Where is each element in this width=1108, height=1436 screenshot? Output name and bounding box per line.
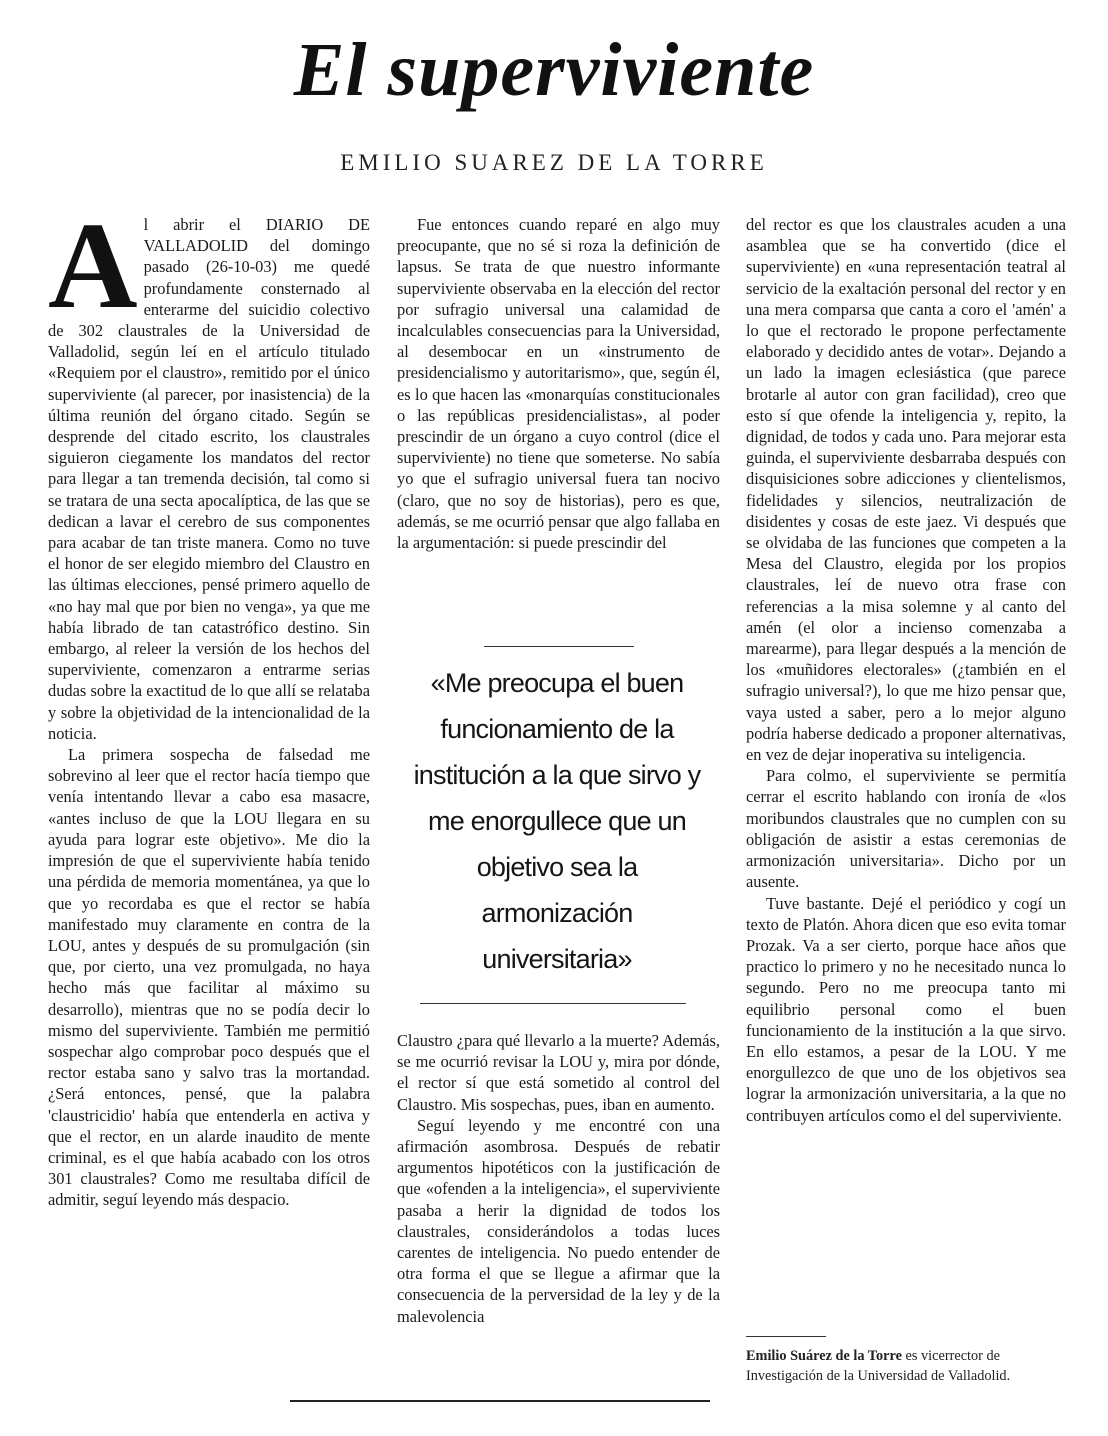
- bottom-rule: [290, 1400, 710, 1402]
- author-note: [746, 1346, 1076, 1386]
- paragraph: Seguí leyendo y me encontré con una afirmación asombrosa. Después de rebatir argumentos hipotéticos con la justificación de que «ofenden a la inteligencia», el superviviente pasaba a herir la dignidad de todos los claustrales, considerándolos a todas luces carentes de inteligencia. No puedo entender de otra forma el que se llegue a afirmar que la consecuencia de la perversidad de la ley y de la malevolencia: [397, 1115, 720, 1326]
- author-note-text: es vicerrector de Investigación de la Universidad de Valladolid.: [746, 1348, 1011, 1384]
- author-note-rule: [746, 1336, 826, 1337]
- paragraph: [48, 197, 370, 744]
- paragraph: del rector es que los claustrales acuden a una asamblea que se ha convertido (dice el superviviente) en «una representación teatral al servicio de la exaltación personal del rector y en una mera comparsa que canta a coro el 'amén' a lo que el rectorado le propone perfectamente elaborado y decidido antes de votar». Dejando a un lado la imagen eclesiástica (que parece brotarle al autor con gran facilidad), creo que esto sí que ofende la inteligencia y, repito, la dignidad, de todos y cada uno. Para mejorar esta guinda, el superviviente desbarraba después con disquisiciones sobre adicciones y clientelismos, fidelidades y silencios, neutralización de disidentes y cosas de este jaez. Vi después que se olvidaba de las funciones que competen a la Mesa del Claustro, elegida por los propios claustrales, leí de nuevo otra frase con referencias a la misa solemne y al canto del amén (el olor a incienso comenzaba a marearme), para llegar después a la mención de los «muñidores electorales» (¿también en el sufragio universal?), lo que me hizo pensar que, vaya usted a saber, pero a lo mejor alguno podría haberse dedicado a proponer alternativas, en vez de dejar inoperativa su inteligencia.: [746, 215, 1066, 765]
- pull-quote: «Me preocupa el buen funcionamiento de la institución a la que sirvo y me enorgullece que un objetivo sea la armonización universitaria»: [413, 668, 701, 974]
- column-3: [746, 214, 1066, 1126]
- paragraph: Para colmo, el superviviente se permitía cerrar el escrito hablando con ironía de «los moribundos claustrales que no cumplen con su obligación de asistir a estas ceremonias de armonización universitaria». Dicho por un ausente.: [746, 766, 1066, 892]
- pull-quote-rule-bottom: [420, 1003, 686, 1004]
- article-author: EMILIO SUAREZ DE LA TORRE: [340, 150, 768, 175]
- paragraph: Claustro ¿para qué llevarlo a la muerte? Además, se me ocurrió revisar la LOU y, mira por dónde, el rector sí que está sometido al control del Claustro. Mis sospechas, pues, iban en aumento.: [397, 1031, 720, 1114]
- pull-quote-rule-top: [484, 646, 634, 647]
- drop-cap: A: [48, 197, 138, 334]
- article-title: El superviviente: [293, 28, 815, 112]
- author-note-name: Emilio Suárez de la Torre: [746, 1348, 902, 1364]
- paragraph: Tuve bastante. Dejé el periódico y cogí un texto de Platón. Ahora dicen que eso evita tomar Prozak. Va a ser cierto, porque hace años que practico lo primero y no he necesitado nunca lo segundo. Pero no me preocupa tanto mi equilibrio personal como el buen funcionamiento de la institución a la que sirvo. En ello estamos, a pesar de la LOU. Y me enorgullezco de que uno de los objetivos sea lograr la armonización universitaria, a la que no contribuyen artículos como el del superviviente.: [746, 893, 1066, 1125]
- paragraph: La primera sospecha de falsedad me sobrevino al leer que el rector hacía tiempo que venía intentando llevar a cabo esa masacre, «antes incluso de que la LOU llegara en su ayuda para lograr este objetivo». Me dio la impresión de que el superviviente había tenido una pérdida de memoria momentánea, ya que lo que yo recordaba es que el rector se había manifestado muy claramente en contra de la LOU, antes y después de su promulgación (sin que, por cierto, una vez promulgada, no haya hecho más que facilitar al máximo su desarrollo), mientras que no se podía decir lo mismo del superviviente. También me permitió sospechar algo comprobar poco después que el rector estaba sano y salvo tras la mortandad. ¿Será entonces, pensé, que la palabra 'claustricidio' había que entenderla en activa y que el rector, en un alarde inaudito de mente criminal, es el que había acabado con los otros 301 claustrales? Como me resultaba difícil de admitir, seguí leyendo más despacio.: [48, 745, 370, 1210]
- column-2-bottom: [397, 1030, 720, 1327]
- column-2-top: [397, 214, 720, 553]
- column-1: [48, 197, 370, 1211]
- paragraph-text: l abrir el DIARIO DE VALLADOLID del domingo pasado (26-10-03) me quedé profundamente consternado al enterarme del suicidio colectivo de 302 claustrales de la Universidad de Valladolid, según leí en el artículo titulado «Requiem por el claustro», remitido por el único superviviente (al parecer, por inasistencia) de la última reunión del órgano citado. Según se desprende del citado escrito, los claustrales siguieron ciegamente los mandatos del rector para llegar a tan tremenda decisión, tal como si se tratara de una secta apocalíptica, de las que se dedican a lavar el cerebro de sus componentes para acabar de tan triste manera. Como no tuve el honor de ser elegido miembro del Claustro en las últimas elecciones, pensé primero aquello de «no hay mal que por bien no venga», ya que me había librado de tan catastrófico destino. Sin embargo, al releer la versión de los hechos del superviviente, comenzaron a entrarme serias dudas sobre la exactitud de lo que allí se relataba y sobre la objetividad de la intencionalidad de la noticia.: [48, 215, 370, 743]
- paragraph: Fue entonces cuando reparé en algo muy preocupante, que no sé si roza la definición de lapsus. Se trata de que nuestro informante superviviente observaba en la elección del rector por sufragio universal una calamidad de incalculables consecuencias para la Universidad, al desembocar en un «instrumento de presidencialismo y autoritarismo», que, según él, es lo que hacen las «monarquías constitucionales o las repúblicas presidencialistas», al poder prescindir de un órgano a cuyo control (dice el superviviente) no tiene que someterse. No sabía yo que el sufragio universal fuera tan nocivo (claro, que no soy de historias), pero es que, además, se me ocurrió pensar que algo fallaba en la argumentación: si puede prescindir del: [397, 215, 720, 553]
